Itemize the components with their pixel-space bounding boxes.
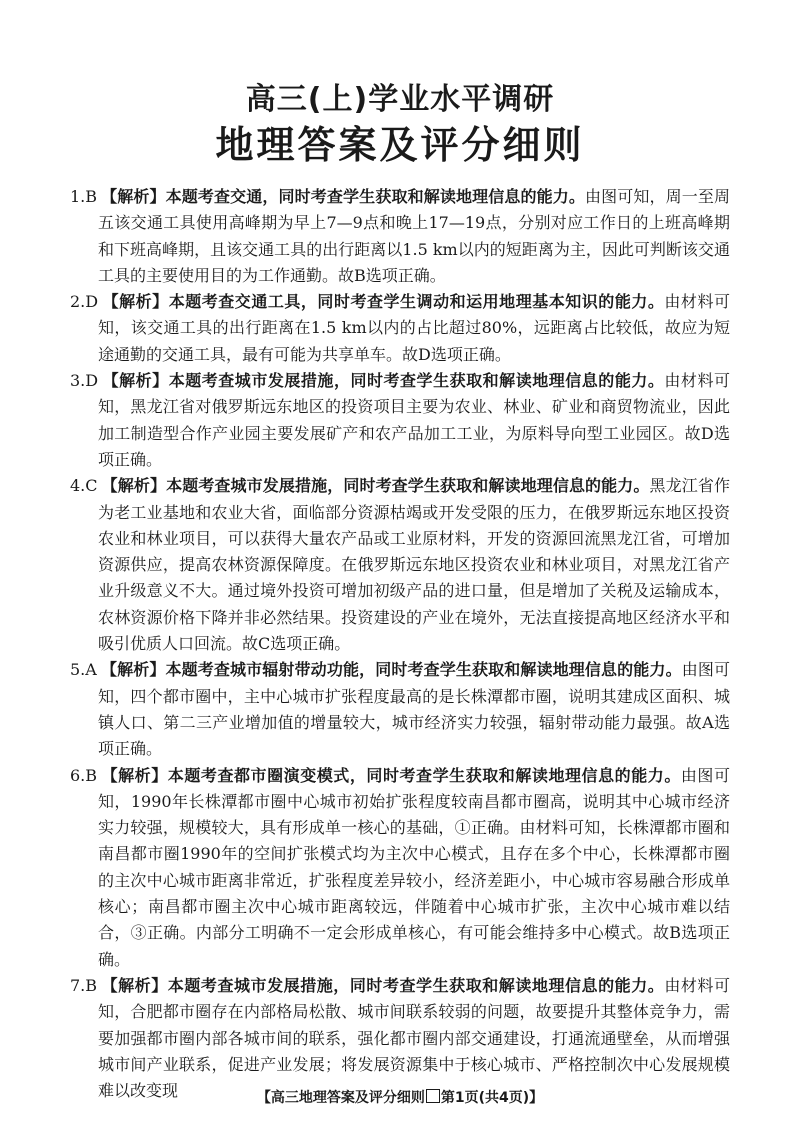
answer-number: 7.B	[70, 975, 98, 995]
answer-number: 5.A	[70, 660, 97, 680]
answer-number: 4.C	[70, 476, 98, 496]
footer-left: 【高三地理答案及评分细则	[256, 1090, 425, 1106]
answer-number: 2.D	[70, 292, 99, 312]
footer-right: 第1页(共4页)】	[440, 1090, 544, 1106]
analysis-body: 由图可知，四个都市圈中，主中心城市扩张程度最高的是长株潭都市圈，说明其建成区面积、城镇人口、第二三产业增加值的增量较大，城市经济实力较强，辐射带动能力最强。故A选项正确。	[98, 660, 730, 759]
answer-number: 1.B	[70, 187, 98, 206]
page-footer	[0, 1087, 800, 1107]
analysis-body: 由材料可知，合肥都市圈存在内部格局松散、城市间联系较弱的问题，故要提升其整体竞争力，需要加强都市圈内部各城市间的联系，强化都市圈内部交通建设，打通流通壁垒，从而增强城市间产业联系，促进产业发展；将发展资源集中于核心城市、严格控制次中心发展规模难以改变现	[98, 975, 730, 1101]
analysis-tag: 【解析】	[101, 975, 168, 995]
analysis-tag: 【解析】	[101, 476, 167, 496]
analysis-lead: 本题考查交通工具，同时考查学生调动和运用地理基本知识的能力。	[168, 292, 665, 312]
answer-item-7	[70, 973, 730, 1104]
analysis-tag: 【解析】	[102, 292, 169, 312]
analysis-lead: 本题考查都市圈演变模式，同时考查学生获取和解读地理信息的能力。	[167, 765, 681, 785]
analysis-lead: 本题考查交通，同时考查学生获取和解读地理信息的能力。	[165, 187, 585, 206]
analysis-tag: 【解析】	[102, 371, 169, 391]
analysis-lead: 本题考查城市辐射带动功能，同时考查学生获取和解读地理信息的能力。	[165, 660, 682, 680]
analysis-tag: 【解析】	[101, 765, 168, 785]
analysis-lead: 本题考查城市发展措施，同时考查学生获取和解读地理信息的能力。	[167, 975, 665, 995]
answer-item-6	[70, 763, 730, 973]
analysis-body: 由图可知，周一至周五该交通工具使用高峰期为早上7—9点和晚上17—19点，分别对应工作日的上班高峰期和下班高峰期，且该交通工具的出行距离以1.5 km以内的短距离为主，因此可判断该交通工具的主要使用目的为工作通勤。故B选项正确。	[98, 187, 730, 285]
footer-mark-icon	[426, 1089, 440, 1103]
analysis-tag: 【解析】	[101, 187, 166, 206]
answer-number: 3.D	[70, 371, 99, 391]
answer-item-2	[70, 289, 730, 368]
analysis-tag: 【解析】	[100, 660, 166, 680]
analysis-body: 黑龙江省作为老工业基地和农业大省，面临部分资源枯竭或开发受限的压力，在俄罗斯远东地区投资农业和林业项目，可以获得大量农产品或工业原材料，开发的资源回流黑龙江省，可增加资源供应，提高农林资源保障度。在俄罗斯远东地区投资农业和林业项目，对黑龙江省产业升级意义不大。通过境外投资可增加初级产品的进口量，但是增加了关税及运输成本，农林资源价格下降并非必然结果。投资建设的产业在境外，无法直接提高地区经济水平和吸引优质人口回流。故C选项正确。	[98, 476, 730, 654]
answer-item-1	[70, 184, 730, 289]
analysis-lead: 本题考查城市发展措施，同时考查学生获取和解读地理信息的能力。	[166, 476, 650, 496]
answer-item-5	[70, 657, 730, 762]
answer-list	[70, 184, 730, 1104]
page-subtitle: 地理答案及评分细则	[215, 123, 585, 167]
page-title: 高三(上)学业水平调研	[245, 82, 555, 117]
answer-item-4	[70, 473, 730, 657]
analysis-body: 由材料可知，黑龙江省对俄罗斯远东地区的投资项目主要为农业、林业、矿业和商贸物流业，因此加工制造型合作产业园主要发展矿产和农产品加工工业，为原料导向型工业园区。故D选项正确。	[98, 371, 730, 469]
analysis-lead: 本题考查城市发展措施，同时考查学生获取和解读地理信息的能力。	[168, 371, 665, 391]
answer-item-3	[70, 368, 730, 473]
analysis-body: 由图可知，1990年长株潭都市圈中心城市初始扩张程度较南昌都市圈高，说明其中心城市经济实力较强，规模较大，具有形成单一核心的基础，①正确。由材料可知，长株潭都市圈和南昌都市圈1990年的空间扩张模式均为主次中心模式，且存在多个中心，长株潭都市圈的主次中心城市距离非常近，扩张程度差异较小，经济差距小，中心城市容易融合形成单核心；南昌都市圈主次中心城市距离较远，伴随着中心城市扩张，主次中心城市难以结合，③正确。内部分工明确不一定会形成单核心，有可能会维持多中心模式。故B选项正确。	[98, 765, 730, 969]
answer-number: 6.B	[70, 765, 98, 785]
analysis-body: 由材料可知，该交通工具的出行距离在1.5 km以内的占比超过80%，远距离占比较低，故应为短途通勤的交通工具，最有可能为共享单车。故D选项正确。	[98, 292, 730, 364]
